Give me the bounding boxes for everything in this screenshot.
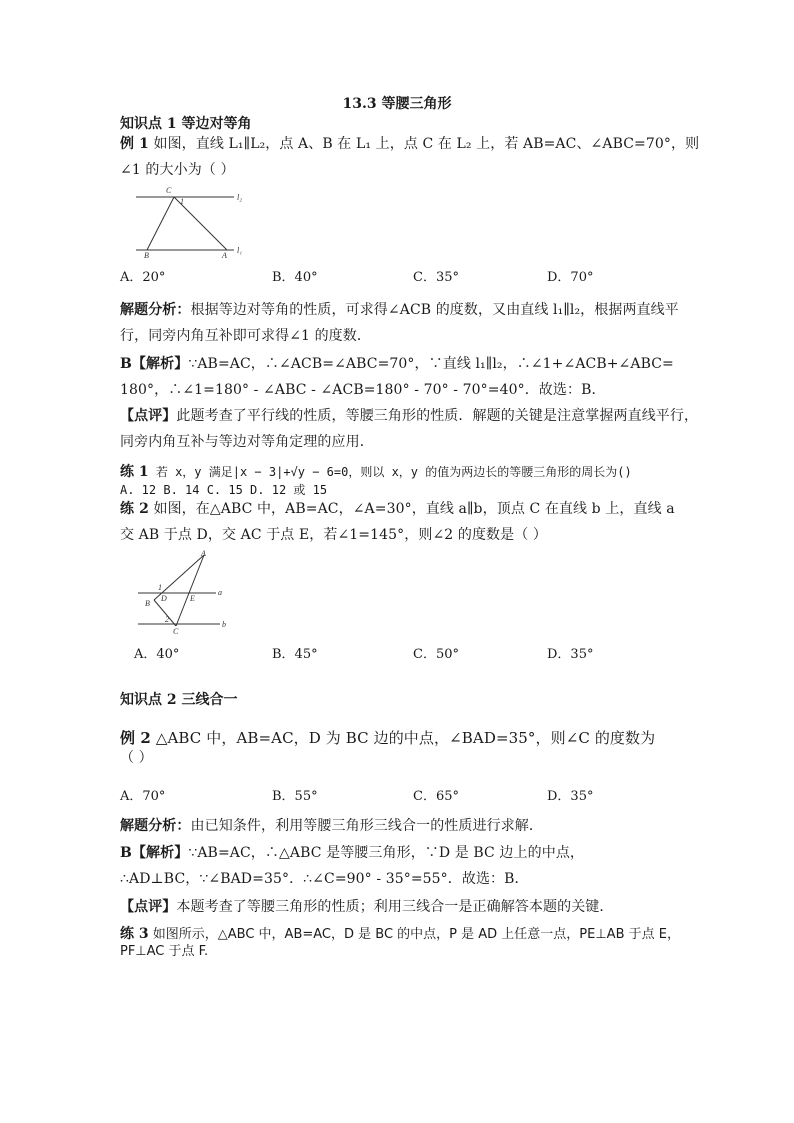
analysis-label: 解题分析：: [120, 302, 191, 318]
fig2-label-line-b: b: [222, 620, 226, 629]
practice2-option-c: C．50°: [413, 647, 459, 662]
comment-label: 【点评】: [120, 408, 177, 424]
answer2-text: ∵AB=AC，∴△ABC 是等腰三角形，∵D 是 BC 边上的中点，: [188, 845, 585, 861]
fig1-label-1: 1: [180, 197, 184, 206]
answer-text: ∵AB=AC，∴∠ACB=∠ABC=70°，∵直线 l₁∥l₂，∴∠1+∠ACB+∠ABC=: [188, 356, 674, 372]
fig1-label-l2: l₂: [237, 193, 243, 202]
section1-heading: 知识点 1 等边对等角: [120, 116, 252, 132]
comment2-text: 本题考查了等腰三角形的性质；利用三线合一是正确解答本题的关键．: [176, 899, 614, 915]
example2-option-a: A．70°: [120, 789, 166, 804]
analysis2-label: 解题分析：: [120, 818, 191, 834]
example2-option-c: C．65°: [413, 789, 459, 804]
example1-analysis-line1: [120, 300, 679, 320]
practice1-options: A. 12 B. 14 C. 15 D. 12 或 15: [120, 483, 328, 497]
fig1-label-a: A: [222, 251, 227, 260]
example2-line1: [120, 728, 655, 748]
fig1-label-l1: l₁: [237, 246, 243, 255]
section2-heading: 知识点 2 三线合一: [120, 692, 238, 708]
fig2-label-e: E: [190, 594, 195, 603]
practice3-text: 如图所示，△ABC 中，AB=AC，D 是 BC 的中点，P 是 AD 上任意一点，PE⊥AB 于点 E，: [148, 927, 680, 942]
example2-option-d: D．35°: [547, 789, 594, 804]
example2-analysis: [120, 816, 543, 836]
example1-option-d: D．70°: [547, 270, 594, 285]
practice3-label: 练 3: [120, 926, 149, 942]
example1-line2: ∠1 的大小为（ ）: [120, 162, 235, 178]
comment-text: 此题考查了平行线的性质，等腰三角形的性质．解题的关键是注意掌握两直线平行，: [176, 408, 699, 424]
practice2-line1: [120, 499, 675, 519]
example1-label: 例 1: [120, 136, 149, 152]
fig2-label-a: A: [201, 550, 206, 558]
page-title: 13.3 等腰三角形: [342, 96, 452, 112]
example1-comment-line2: 同旁内角互补与等边对等角定理的应用．: [120, 434, 374, 450]
analysis-text: 根据等边对等角的性质，可求得∠ACB 的度数，又由直线 l₁∥l₂，根据两直线平: [190, 302, 679, 318]
comment2-label: 【点评】: [120, 899, 177, 915]
example2-text: △ABC 中，AB=AC，D 为 BC 边的中点，∠BAD=35°，则∠C 的度数为: [150, 729, 656, 747]
example2-answer-line2: ∴AD⊥BC，∵∠BAD=35°．∴∠C=90° - 35°=55°．故选：B．: [120, 871, 529, 887]
fig2-label-1: 1: [158, 583, 162, 592]
example1-line1: [120, 134, 699, 154]
example2-answer-line1: [120, 843, 584, 863]
example1-figure: [134, 186, 250, 260]
example2-option-b: B．55°: [272, 789, 318, 804]
fig2-label-line-a: a: [218, 588, 222, 597]
fig1-label-b: B: [144, 251, 149, 260]
practice2-label: 练 2: [120, 501, 149, 517]
example1-text: 如图，直线 L₁∥L₂，点 A、B 在 L₁ 上，点 C 在 L₂ 上，若 AB=AC、∠ABC=70°，则: [148, 136, 700, 152]
answer2-label: B【解析】: [120, 845, 189, 861]
practice1-label: 练 1: [120, 464, 149, 480]
practice2-line2: 交 AB 于点 D，交 AC 于点 E，若∠1=145°，则∠2 的度数是（ ）: [120, 527, 547, 543]
example2-comment: [120, 897, 614, 917]
example2-line2: （ ）: [120, 750, 153, 766]
practice1-text: 若 x，y 满足|x − 3|+√y − 6=0，则以 x，y 的值为两边长的等腰三角形的周长为(): [148, 465, 632, 479]
fig2-label-c: C: [173, 627, 179, 636]
fig2-label-2: 2: [165, 615, 169, 624]
practice2-figure: [136, 550, 236, 638]
fig2-label-b: B: [145, 599, 150, 608]
example2-label: 例 2: [120, 729, 151, 747]
practice3-line2: PF⊥AC 于点 F.: [120, 944, 209, 959]
example1-option-b: B．40°: [272, 270, 318, 285]
analysis2-text: 由已知条件，利用等腰三角形三线合一的性质进行求解．: [190, 818, 543, 834]
practice2-option-d: D．35°: [547, 647, 594, 662]
example1-option-c: C．35°: [413, 270, 459, 285]
answer-label: B【解析】: [120, 356, 189, 372]
practice2-option-a: A．40°: [134, 647, 180, 662]
example1-comment-line1: [120, 406, 698, 426]
practice2-text: 如图，在△ABC 中，AB=AC，∠A=30°，直线 a∥b，顶点 C 在直线 b 上，直线 a: [148, 501, 675, 517]
example1-analysis-line2: 行，同旁内角互补即可求得∠1 的度数．: [120, 328, 371, 344]
practice2-option-b: B．45°: [272, 647, 318, 662]
fig1-label-c: C: [166, 186, 172, 195]
example1-option-a: A．20°: [120, 270, 166, 285]
fig2-label-d: D: [161, 594, 167, 603]
example1-answer-line2: 180°，∴∠1=180° - ∠ABC - ∠ACB=180° - 70° - 70°=40°．故选：B．: [120, 382, 606, 398]
example1-answer-line1: [120, 354, 674, 374]
practice1-line: [120, 462, 632, 482]
